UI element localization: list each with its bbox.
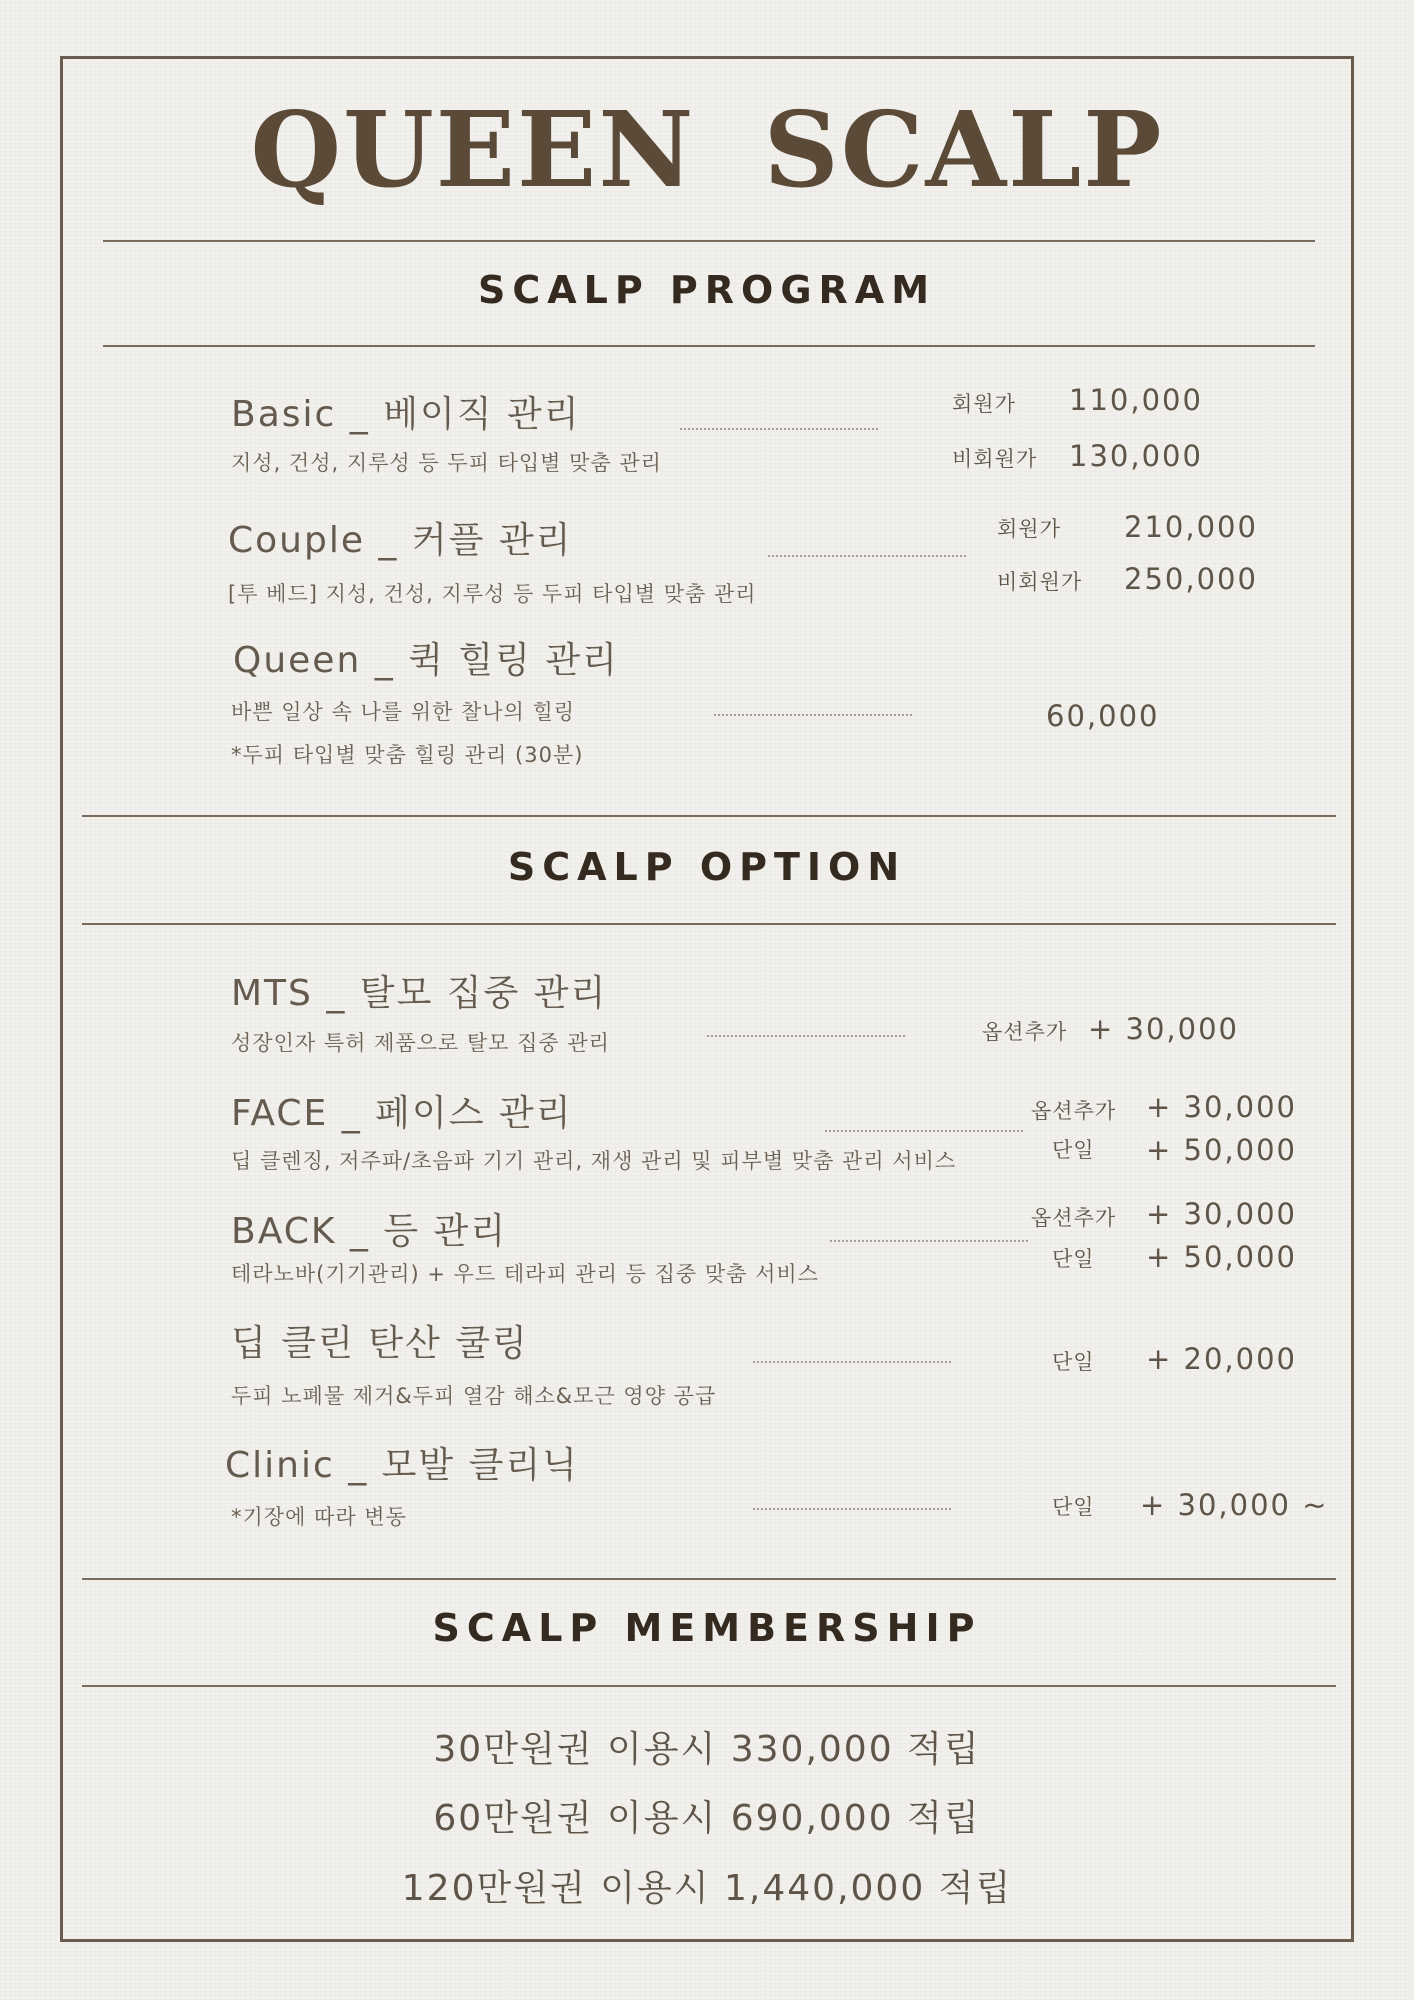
dot-leader <box>768 555 966 557</box>
price-face-option: + 30,000 <box>1146 1090 1297 1124</box>
price-queen: 60,000 <box>1046 699 1160 733</box>
price-label-mts: 옵션추가 <box>982 1020 1068 1044</box>
section-title-membership: SCALP MEMBERSHIP <box>432 1606 982 1650</box>
divider <box>82 1578 1336 1580</box>
price-label-face-single: 단일 <box>1052 1138 1095 1162</box>
price-label-couple-member: 회원가 <box>997 517 1061 541</box>
price-back-single: + 50,000 <box>1146 1240 1297 1274</box>
section-title-option: SCALP OPTION <box>507 845 907 889</box>
item-desc-basic: 지성, 건성, 지루성 등 두피 타입별 맞춤 관리 <box>231 451 662 475</box>
item-note-queen: *두피 타입별 맞춤 힐링 관리 (30분) <box>231 743 584 767</box>
item-desc-deep-clean: 두피 노폐물 제거&두피 열감 해소&모근 영양 공급 <box>231 1384 717 1408</box>
divider <box>82 923 1336 925</box>
item-title-couple: Couple _ 커플 관리 <box>228 520 573 561</box>
item-title-queen: Queen _ 퀵 힐링 관리 <box>233 640 619 681</box>
item-desc-back: 테라노바(기기관리) + 우드 테라피 관리 등 집중 맞춤 서비스 <box>231 1262 819 1286</box>
item-title-mts: MTS _ 탈모 집중 관리 <box>231 973 608 1014</box>
dot-leader <box>753 1361 951 1363</box>
item-title-clinic: Clinic _ 모발 클리닉 <box>225 1445 579 1486</box>
price-label-face-option: 옵션추가 <box>1031 1099 1117 1123</box>
price-label-couple-nonmember: 비회원가 <box>997 570 1083 594</box>
price-label-deep-clean: 단일 <box>1052 1350 1095 1374</box>
divider <box>82 1685 1336 1687</box>
item-title-back: BACK _ 등 관리 <box>231 1211 508 1252</box>
price-basic-member: 110,000 <box>1069 383 1203 417</box>
price-clinic: + 30,000 ~ <box>1140 1488 1329 1522</box>
price-label-clinic: 단일 <box>1052 1495 1095 1519</box>
item-title-face: FACE _ 페이스 관리 <box>231 1093 573 1134</box>
dot-leader <box>753 1508 951 1510</box>
price-label-basic-member: 회원가 <box>952 392 1016 416</box>
brand-title: QUEEN SCALP <box>250 88 1164 211</box>
item-desc-clinic: *기장에 따라 변동 <box>231 1505 407 1529</box>
divider <box>103 345 1315 347</box>
item-desc-queen: 바쁜 일상 속 나를 위한 찰나의 힐링 <box>231 700 576 724</box>
membership-line: 30만원권 이용시 330,000 적립 <box>433 1729 981 1770</box>
item-title-basic: Basic _ 베이직 관리 <box>231 394 581 435</box>
dot-leader <box>830 1240 1028 1242</box>
price-couple-member: 210,000 <box>1124 510 1258 544</box>
item-title-deep-clean: 딥 클린 탄산 쿨링 <box>231 1323 529 1364</box>
price-label-basic-nonmember: 비회원가 <box>952 447 1038 471</box>
item-desc-face: 딥 클렌징, 저주파/초음파 기기 관리, 재생 관리 및 피부별 맞춤 관리 서비스 <box>231 1149 957 1173</box>
membership-line: 120만원권 이용시 1,440,000 적립 <box>401 1868 1013 1909</box>
price-basic-nonmember: 130,000 <box>1069 439 1203 473</box>
dot-leader <box>714 714 912 716</box>
item-desc-mts: 성장인자 특허 제품으로 탈모 집중 관리 <box>231 1031 610 1055</box>
section-title-program: SCALP PROGRAM <box>477 268 937 312</box>
dot-leader <box>707 1035 905 1037</box>
price-couple-nonmember: 250,000 <box>1124 562 1258 596</box>
price-mts: + 30,000 <box>1088 1012 1239 1046</box>
item-desc-couple: [투 베드] 지성, 건성, 지루성 등 두피 타입별 맞춤 관리 <box>228 582 757 606</box>
price-label-back-option: 옵션추가 <box>1031 1206 1117 1230</box>
dot-leader <box>680 428 878 430</box>
price-deep-clean: + 20,000 <box>1146 1342 1297 1376</box>
divider <box>103 240 1315 242</box>
membership-line: 60만원권 이용시 690,000 적립 <box>433 1798 981 1839</box>
price-label-back-single: 단일 <box>1052 1247 1095 1271</box>
divider <box>82 815 1336 817</box>
price-back-option: + 30,000 <box>1146 1197 1297 1231</box>
price-face-single: + 50,000 <box>1146 1133 1297 1167</box>
dot-leader <box>825 1130 1023 1132</box>
